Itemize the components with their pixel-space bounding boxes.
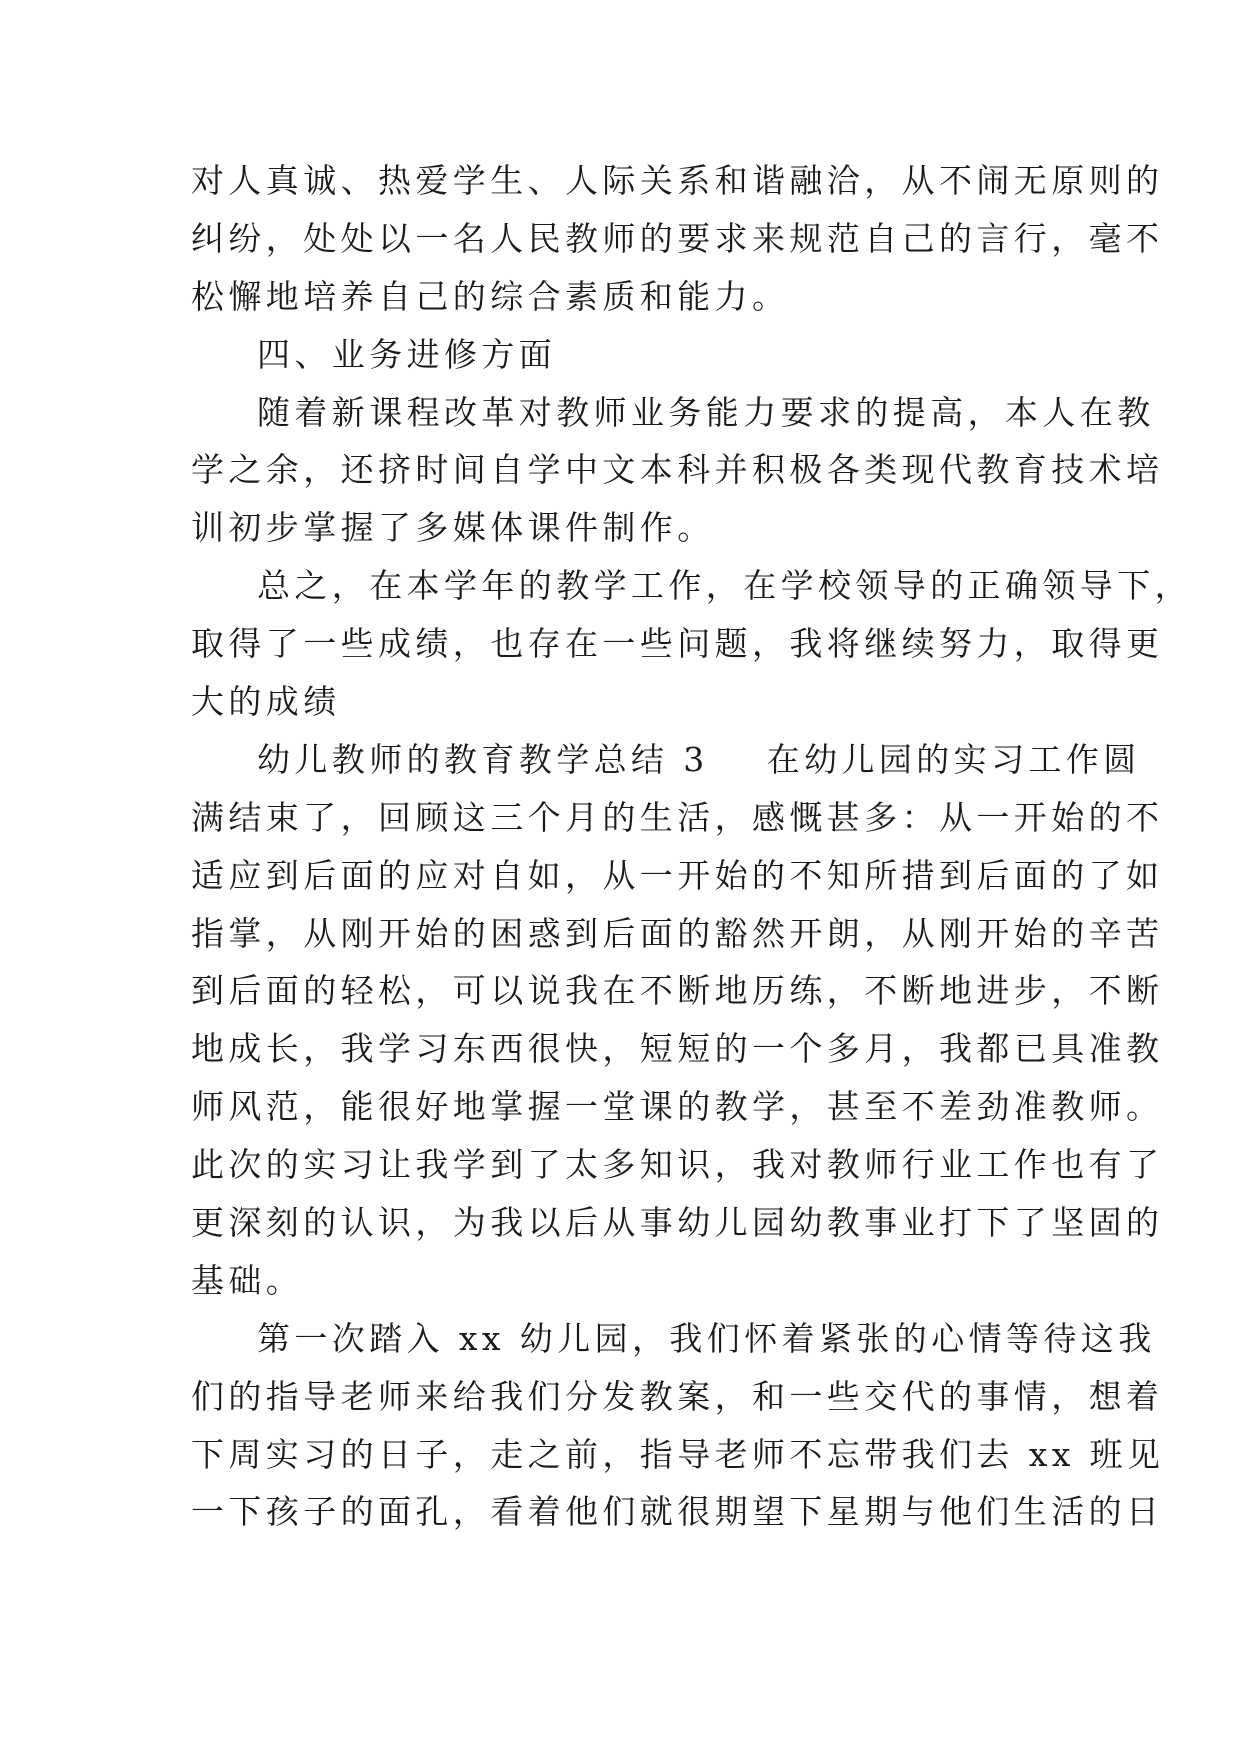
text-line: 学之余，还挤时间自学中文本科并积极各类现代教育技术培 xyxy=(191,450,1164,490)
summary-title-line xyxy=(191,731,1141,789)
text-line: 满结束了，回顾这三个月的生活，感慨甚多：从一开始的不 xyxy=(191,797,1164,837)
section-heading: 四、业务进修方面 xyxy=(257,334,557,374)
text-line: 取得了一些成绩，也存在一些问题，我将继续努力，取得更 xyxy=(191,624,1164,664)
text-line: 们的指导老师来给我们分发教案，和一些交代的事情，想着 xyxy=(191,1376,1164,1416)
text-line: 纠纷，处处以一名人民教师的要求来规范自己的言行，毫不 xyxy=(191,218,1164,258)
text-line: 地成长，我学习东西很快，短短的一个多月，我都已具准教 xyxy=(191,1029,1164,1069)
text-line: 指掌，从刚开始的困惑到后面的豁然开朗，从刚开始的辛苦 xyxy=(191,913,1164,953)
text-line: 对人真诚、热爱学生、人际关系和谐融洽，从不闹无原则的 xyxy=(191,161,1164,200)
text-line: 到后面的轻松，可以说我在不断地历练，不断地进步，不断 xyxy=(191,971,1164,1011)
text-line: 师风范，能很好地掌握一堂课的教学，甚至不差劲准教师。 xyxy=(191,1087,1164,1127)
text-line: 更深刻的认识，为我以后从事幼儿园幼教事业打下了坚固的 xyxy=(191,1203,1164,1243)
text-line: 第一次踏入 xx 幼儿园，我们怀着紧张的心情等待这我 xyxy=(257,1318,1156,1358)
summary-title: 幼儿教师的教育教学总结 3 xyxy=(257,739,709,779)
text-line: 总之，在本学年的教学工作，在学校领导的正确领导下， xyxy=(257,566,1192,606)
text-line-start: 在幼儿园的实习工作圆 xyxy=(766,739,1141,779)
text-line: 基础。 xyxy=(191,1260,304,1300)
text-line: 训初步掌握了多媒体课件制作。 xyxy=(191,508,715,548)
text-line: 松懈地培养自己的综合素质和能力。 xyxy=(191,276,790,316)
text-line: 适应到后面的应对自如，从一开始的不知所措到后面的了如 xyxy=(191,855,1164,895)
text-line: 随着新课程改革对教师业务能力要求的提高，本人在教 xyxy=(257,392,1155,432)
text-line: 此次的实习让我学到了太多知识，我对教师行业工作也有了 xyxy=(191,1145,1164,1185)
document-body xyxy=(191,152,1192,1541)
text-line: 大的成绩 xyxy=(191,682,341,722)
text-line: 下周实习的日子，走之前，指导老师不忘带我们去 xx 班见 xyxy=(191,1434,1165,1474)
text-line: 一下孩子的面孔，看着他们就很期望下星期与他们生活的日 xyxy=(191,1492,1164,1532)
